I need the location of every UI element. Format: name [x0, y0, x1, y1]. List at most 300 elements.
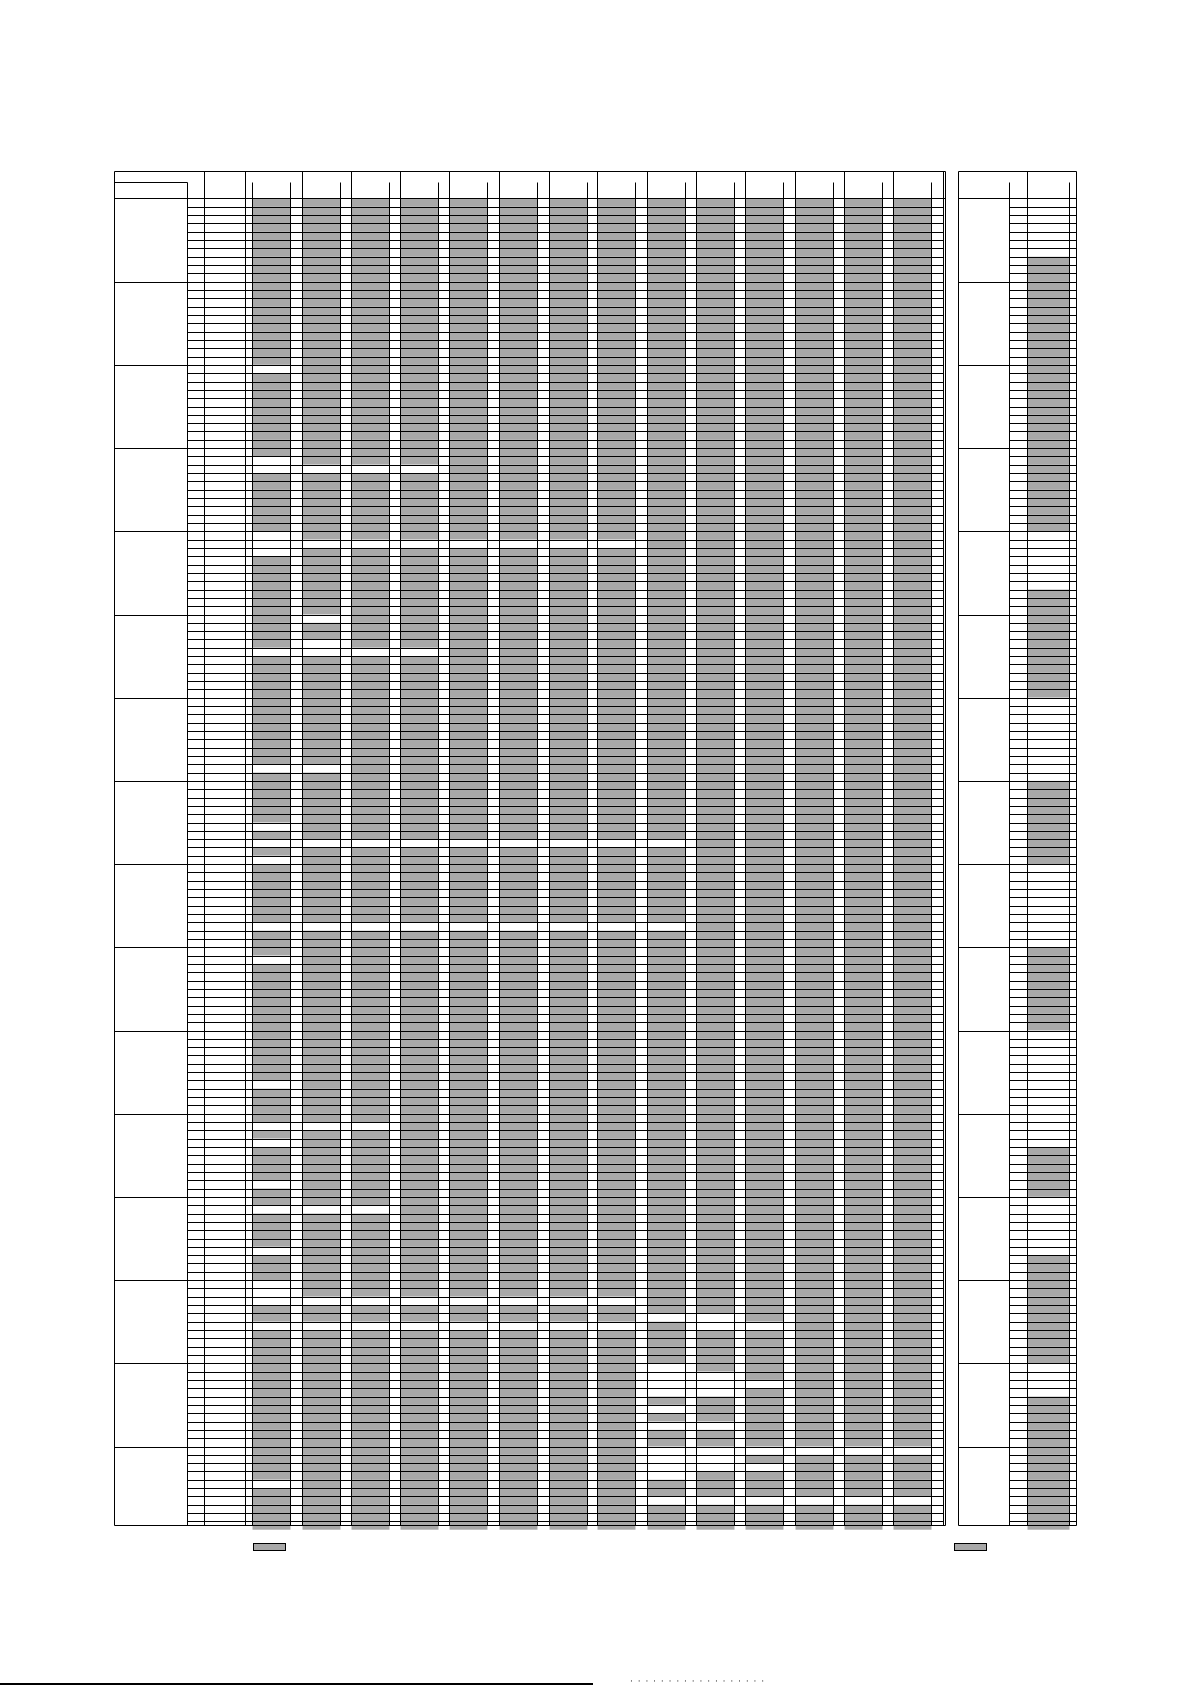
main-cell-b1-r2-c3 [401, 298, 439, 306]
main-cell-b8-r4-c8 [648, 897, 686, 905]
main-cell-b6-r8-c11 [796, 764, 834, 772]
main-cell-b5-r9-c11 [796, 689, 834, 697]
main-cell-b8-r4-c4 [450, 897, 488, 905]
main-cell-b10-r6-c9 [697, 1080, 735, 1088]
main-cell-b8-r6-c11 [796, 914, 834, 922]
main-cell-b4-r9-c7 [598, 606, 636, 614]
main-cell-b2-r3-c0 [253, 390, 291, 398]
main-cell-b11-r1-c3 [401, 1122, 439, 1130]
main-cell-b12-r4-c10 [746, 1230, 784, 1238]
main-cell-b9-r5-c13 [894, 989, 932, 997]
main-cell-b5-r6-c0 [253, 664, 291, 672]
main-cell-b2-r3-c9 [697, 390, 735, 398]
main-cell-b12-r1-c3 [401, 1205, 439, 1213]
main-cell-b8-r1-c10 [746, 872, 784, 880]
main-cell-b2-r7-c0 [253, 423, 291, 431]
main-cell-b6-r2-c11 [796, 714, 834, 722]
main-cell-b0-r0-c12 [845, 199, 883, 207]
main-cell-b15-r3-c7 [598, 1471, 636, 1479]
main-cell-b6-r2-c7 [598, 714, 636, 722]
main-cell-b10-r1-c5 [500, 1039, 538, 1047]
main-cell-b14-r3-c5 [500, 1388, 538, 1396]
main-cell-b0-r1-c2 [352, 207, 390, 215]
main-cell-b1-r8-c12 [845, 348, 883, 356]
main-cell-b3-r4-c7 [598, 481, 636, 489]
main-cell-b15-r4-c11 [796, 1480, 834, 1488]
main-cell-b3-r6-c11 [796, 498, 834, 506]
main-cell-b7-r7-c11 [796, 839, 834, 847]
main-cell-b5-r5-c12 [845, 656, 883, 664]
main-cell-b5-r2-c2 [352, 631, 390, 639]
main-cell-b11-r2-c9 [697, 1130, 735, 1138]
main-cell-b11-r2-c5 [500, 1130, 538, 1138]
main-cell-b4-r0-c9 [697, 531, 735, 539]
main-cell-b8-r3-c9 [697, 889, 735, 897]
main-cell-b15-r8-c0 [253, 1513, 291, 1521]
main-cell-b12-r3-c9 [697, 1222, 735, 1230]
main-cell-b8-r4-c12 [845, 897, 883, 905]
main-cell-b13-r0-c12 [845, 1280, 883, 1288]
main-cell-b2-r1-c9 [697, 373, 735, 381]
main-cell-b2-r7-c10 [746, 423, 784, 431]
main-cell-b2-r8-c3 [401, 431, 439, 439]
main-cell-b11-r8-c10 [746, 1180, 784, 1188]
main-cell-b5-r5-c10 [746, 656, 784, 664]
main-cell-b2-r7-c12 [845, 423, 883, 431]
main-cell-b5-r1-c11 [796, 623, 834, 631]
main-cell-b12-r7-c10 [746, 1255, 784, 1263]
main-cell-b7-r0-c6 [550, 781, 588, 789]
main-cell-b3-r6-c0 [253, 498, 291, 506]
main-cell-b12-r4-c4 [450, 1230, 488, 1238]
main-cell-b8-r9-c8 [648, 939, 686, 947]
main-cell-b15-r5-c2 [352, 1488, 390, 1496]
main-cell-b7-r6-c8 [648, 831, 686, 839]
main-cell-b3-r9-c8 [648, 523, 686, 531]
main-cell-b7-r1-c2 [352, 789, 390, 797]
main-cell-b14-r8-c7 [598, 1430, 636, 1438]
main-cell-b13-r4-c13 [894, 1313, 932, 1321]
main-cell-b5-r5-c3 [401, 656, 439, 664]
main-cell-b9-r2-c10 [746, 964, 784, 972]
main-cell-b3-r3-c10 [746, 473, 784, 481]
main-cell-b8-r6-c1 [303, 914, 341, 922]
main-cell-b0-r4-c6 [550, 232, 588, 240]
main-cell-b11-r7-c10 [746, 1172, 784, 1180]
main-cell-b7-r1-c13 [894, 789, 932, 797]
main-cell-b6-r1-c8 [648, 706, 686, 714]
main-cell-b2-r1-c1 [303, 373, 341, 381]
main-cell-b7-r3-c10 [746, 806, 784, 814]
main-cell-b14-r9-c3 [401, 1438, 439, 1446]
main-cell-b10-r5-c13 [894, 1072, 932, 1080]
main-cell-b6-r7-c2 [352, 756, 390, 764]
main-cell-b5-r1-c9 [697, 623, 735, 631]
main-cell-b13-r9-c12 [845, 1355, 883, 1363]
main-cell-b15-r5-c3 [401, 1488, 439, 1496]
main-cell-b15-r4-c0 [253, 1480, 291, 1488]
main-cell-b1-r2-c11 [796, 298, 834, 306]
main-cell-b9-r9-c9 [697, 1022, 735, 1030]
main-cell-b8-r9-c9 [697, 939, 735, 947]
main-cell-b13-r9-c0 [253, 1355, 291, 1363]
main-cell-b0-r9-c11 [796, 273, 834, 281]
main-cell-b13-r9-c10 [746, 1355, 784, 1363]
main-cell-b3-r4-c13 [894, 481, 932, 489]
main-cell-b9-r0-c0 [253, 947, 291, 955]
main-cell-b14-r3-c12 [845, 1388, 883, 1396]
main-cell-b9-r8-c13 [894, 1014, 932, 1022]
main-cell-b6-r5-c13 [894, 739, 932, 747]
main-cell-b14-r8-c12 [845, 1430, 883, 1438]
main-cell-b15-r3-c10 [746, 1471, 784, 1479]
main-cell-b2-r7-c4 [450, 423, 488, 431]
main-cell-b9-r2-c5 [500, 964, 538, 972]
main-cell-b3-r1-c0 [253, 456, 291, 464]
main-cell-b9-r3-c3 [401, 972, 439, 980]
main-cell-b4-r9-c5 [500, 606, 538, 614]
main-cell-b4-r6-c0 [253, 581, 291, 589]
main-cell-b0-r5-c0 [253, 240, 291, 248]
main-cell-b1-r7-c11 [796, 340, 834, 348]
main-cell-b4-r9-c9 [697, 606, 735, 614]
main-cell-b3-r4-c5 [500, 481, 538, 489]
main-cell-b5-r6-c7 [598, 664, 636, 672]
main-cell-b10-r9-c1 [303, 1105, 341, 1113]
main-cell-b12-r0-c7 [598, 1197, 636, 1205]
main-cell-b15-r5-c4 [450, 1488, 488, 1496]
main-cell-b3-r6-c6 [550, 498, 588, 506]
main-cell-b10-r6-c8 [648, 1080, 686, 1088]
main-cell-b14-r5-c5 [500, 1405, 538, 1413]
main-cell-b13-r4-c4 [450, 1313, 488, 1321]
main-cell-b0-r0-c2 [352, 199, 390, 207]
main-cell-b0-r4-c10 [746, 232, 784, 240]
main-cell-b10-r8-c5 [500, 1097, 538, 1105]
main-cell-b9-r3-c4 [450, 972, 488, 980]
main-cell-b6-r7-c0 [253, 756, 291, 764]
main-cell-b7-r9-c13 [894, 856, 932, 864]
main-cell-b8-r4-c1 [303, 897, 341, 905]
main-cell-b7-r6-c0 [253, 831, 291, 839]
main-cell-b3-r9-c3 [401, 523, 439, 531]
main-cell-b4-r8-c10 [746, 598, 784, 606]
main-cell-b14-r5-c0 [253, 1405, 291, 1413]
main-cell-b0-r8-c7 [598, 265, 636, 273]
main-cell-b12-r7-c6 [550, 1255, 588, 1263]
main-cell-b14-r6-c4 [450, 1413, 488, 1421]
main-cell-b2-r7-c2 [352, 423, 390, 431]
main-cell-b0-r0-c8 [648, 199, 686, 207]
main-cell-b14-r5-c1 [303, 1405, 341, 1413]
main-cell-b3-r4-c12 [845, 481, 883, 489]
main-cell-b1-r5-c10 [746, 323, 784, 331]
main-cell-b6-r7-c12 [845, 756, 883, 764]
main-cell-b11-r1-c1 [303, 1122, 341, 1130]
main-cell-b7-r7-c6 [550, 839, 588, 847]
main-cell-b3-r9-c10 [746, 523, 784, 531]
main-cell-b9-r0-c5 [500, 947, 538, 955]
main-cell-b8-r4-c6 [550, 897, 588, 905]
main-cell-b1-r2-c5 [500, 298, 538, 306]
main-cell-b12-r8-c7 [598, 1263, 636, 1271]
main-cell-b6-r2-c13 [894, 714, 932, 722]
main-cell-b15-r5-c10 [746, 1488, 784, 1496]
main-cell-b5-r3-c2 [352, 639, 390, 647]
main-cell-b11-r7-c6 [550, 1172, 588, 1180]
main-cell-b14-r6-c11 [796, 1413, 834, 1421]
main-cell-b10-r6-c2 [352, 1080, 390, 1088]
main-cell-b8-r1-c9 [697, 872, 735, 880]
main-cell-b10-r4-c6 [550, 1064, 588, 1072]
main-cell-b12-r7-c13 [894, 1255, 932, 1263]
main-cell-b1-r2-c10 [746, 298, 784, 306]
main-cell-b12-r9-c1 [303, 1272, 341, 1280]
main-cell-b5-r6-c4 [450, 664, 488, 672]
main-cell-b11-r7-c0 [253, 1172, 291, 1180]
main-cell-b3-r0-c13 [894, 448, 932, 456]
main-cell-b2-r6-c12 [845, 415, 883, 423]
main-cell-b0-r9-c1 [303, 273, 341, 281]
main-cell-b11-r8-c3 [401, 1180, 439, 1188]
main-cell-b11-r1-c6 [550, 1122, 588, 1130]
main-cell-b2-r9-c12 [845, 440, 883, 448]
main-cell-b4-r2-c7 [598, 548, 636, 556]
main-cell-b2-r6-c13 [894, 415, 932, 423]
main-cell-b4-r0-c1 [303, 531, 341, 539]
main-cell-b14-r8-c8 [648, 1430, 686, 1438]
main-cell-b0-r5-c2 [352, 240, 390, 248]
main-cell-b9-r2-c1 [303, 964, 341, 972]
main-cell-b7-r6-c11 [796, 831, 834, 839]
main-cell-b7-r8-c8 [648, 847, 686, 855]
main-cell-b8-r9-c0 [253, 939, 291, 947]
main-cell-b11-r5-c3 [401, 1155, 439, 1163]
main-cell-b6-r8-c5 [500, 764, 538, 772]
main-cell-b10-r5-c8 [648, 1072, 686, 1080]
main-cell-b5-r5-c11 [796, 656, 834, 664]
main-cell-b7-r4-c12 [845, 814, 883, 822]
main-cell-b4-r2-c10 [746, 548, 784, 556]
main-cell-b14-r6-c3 [401, 1413, 439, 1421]
main-cell-b15-r5-c1 [303, 1488, 341, 1496]
main-cell-b1-r5-c12 [845, 323, 883, 331]
main-cell-b5-r6-c11 [796, 664, 834, 672]
main-cell-b7-r7-c4 [450, 839, 488, 847]
main-cell-b5-r9-c0 [253, 689, 291, 697]
main-cell-b14-r5-c7 [598, 1405, 636, 1413]
main-cell-b4-r0-c3 [401, 531, 439, 539]
main-cell-b8-r6-c7 [598, 914, 636, 922]
main-cell-b4-r0-c13 [894, 531, 932, 539]
main-cell-b9-r9-c11 [796, 1022, 834, 1030]
main-cell-b3-r6-c5 [500, 498, 538, 506]
main-cell-b2-r0-c8 [648, 365, 686, 373]
main-cell-b8-r3-c1 [303, 889, 341, 897]
main-cell-b2-r0-c7 [598, 365, 636, 373]
main-cell-b11-r5-c13 [894, 1155, 932, 1163]
main-cell-b9-r0-c6 [550, 947, 588, 955]
legend-filled-swatch-right [954, 1543, 987, 1551]
main-cell-b1-r1-c0 [253, 290, 291, 298]
main-cell-b2-r8-c0 [253, 431, 291, 439]
main-cell-b3-r4-c6 [550, 481, 588, 489]
main-cell-b6-r1-c11 [796, 706, 834, 714]
footer-text: · · · · · · · · · · · · · · · · · · [630, 1679, 766, 1685]
main-cell-b10-r4-c11 [796, 1064, 834, 1072]
main-cell-b10-r9-c10 [746, 1105, 784, 1113]
main-cell-b8-r9-c5 [500, 939, 538, 947]
main-cell-b8-r3-c6 [550, 889, 588, 897]
main-cell-b8-r4-c7 [598, 897, 636, 905]
main-cell-b0-r3-c10 [746, 223, 784, 231]
main-cell-b5-r8-c1 [303, 681, 341, 689]
main-cell-b14-r2-c5 [500, 1380, 538, 1388]
main-cell-b1-r5-c5 [500, 323, 538, 331]
main-cell-b12-r7-c0 [253, 1255, 291, 1263]
main-cell-b14-r3-c4 [450, 1388, 488, 1396]
main-cell-b3-r4-c8 [648, 481, 686, 489]
main-cell-b8-r1-c13 [894, 872, 932, 880]
main-cell-b9-r9-c12 [845, 1022, 883, 1030]
main-cell-b2-r8-c12 [845, 431, 883, 439]
main-cell-b12-r3-c8 [648, 1222, 686, 1230]
main-cell-b0-r6-c10 [746, 248, 784, 256]
main-cell-b0-r5-c9 [697, 240, 735, 248]
main-cell-b9-r3-c7 [598, 972, 636, 980]
main-cell-b4-r2-c11 [796, 548, 834, 556]
main-cell-b7-r9-c8 [648, 856, 686, 864]
main-cell-b11-r2-c0 [253, 1130, 291, 1138]
main-cell-b8-r9-c2 [352, 939, 390, 947]
main-cell-b5-r9-c2 [352, 689, 390, 697]
main-cell-b2-r3-c7 [598, 390, 636, 398]
main-cell-b15-r3-c3 [401, 1471, 439, 1479]
main-cell-b5-r1-c6 [550, 623, 588, 631]
main-cell-b7-r0-c0 [253, 781, 291, 789]
main-cell-b9-r3-c9 [697, 972, 735, 980]
main-cell-b5-r9-c5 [500, 689, 538, 697]
main-cell-b6-r5-c7 [598, 739, 636, 747]
main-cell-b4-r2-c5 [500, 548, 538, 556]
main-cell-b6-r7-c6 [550, 756, 588, 764]
main-cell-b0-r3-c13 [894, 223, 932, 231]
main-cell-b2-r9-c2 [352, 440, 390, 448]
main-cell-b0-r2-c13 [894, 215, 932, 223]
main-cell-b6-r1-c10 [746, 706, 784, 714]
main-cell-b0-r2-c12 [845, 215, 883, 223]
main-cell-b10-r5-c6 [550, 1072, 588, 1080]
main-cell-b6-r1-c3 [401, 706, 439, 714]
main-cell-b6-r1-c13 [894, 706, 932, 714]
main-cell-b8-r1-c12 [845, 872, 883, 880]
main-cell-b7-r4-c7 [598, 814, 636, 822]
main-cell-b10-r5-c7 [598, 1072, 636, 1080]
main-cell-b8-r7-c11 [796, 922, 834, 930]
main-cell-b3-r9-c9 [697, 523, 735, 531]
main-cell-b8-r7-c6 [550, 922, 588, 930]
main-cell-b12-r3-c10 [746, 1222, 784, 1230]
main-cell-b11-r2-c2 [352, 1130, 390, 1138]
main-cell-b3-r3-c2 [352, 473, 390, 481]
main-cell-b0-r3-c5 [500, 223, 538, 231]
main-cell-b5-r1-c0 [253, 623, 291, 631]
main-cell-b0-r9-c7 [598, 273, 636, 281]
main-cell-b14-r9-c1 [303, 1438, 341, 1446]
main-cell-b0-r2-c3 [401, 215, 439, 223]
main-cell-b1-r8-c3 [401, 348, 439, 356]
main-cell-b2-r8-c4 [450, 431, 488, 439]
main-cell-b13-r1-c10 [746, 1288, 784, 1296]
main-cell-b3-r6-c8 [648, 498, 686, 506]
main-cell-b13-r9-c6 [550, 1355, 588, 1363]
main-cell-b5-r4-c13 [894, 648, 932, 656]
main-cell-b6-r8-c2 [352, 764, 390, 772]
main-cell-b13-r1-c2 [352, 1288, 390, 1296]
main-cell-b3-r7-c12 [845, 506, 883, 514]
main-cell-b8-r6-c9 [697, 914, 735, 922]
main-cell-b3-r6-c7 [598, 498, 636, 506]
main-cell-b14-r6-c13 [894, 1413, 932, 1421]
main-cell-b6-r2-c4 [450, 714, 488, 722]
main-cell-b2-r3-c1 [303, 390, 341, 398]
main-cell-b12-r3-c2 [352, 1222, 390, 1230]
main-cell-b7-r4-c0 [253, 814, 291, 822]
main-cell-b8-r6-c6 [550, 914, 588, 922]
main-cell-b3-r0-c10 [746, 448, 784, 456]
main-cell-b4-r6-c1 [303, 581, 341, 589]
main-cell-b1-r2-c9 [697, 298, 735, 306]
main-cell-b15-r8-c2 [352, 1513, 390, 1521]
main-cell-b12-r3-c7 [598, 1222, 636, 1230]
main-cell-b10-r9-c13 [894, 1105, 932, 1113]
main-cell-b2-r1-c3 [401, 373, 439, 381]
main-cell-b5-r8-c2 [352, 681, 390, 689]
main-cell-b2-r4-c7 [598, 398, 636, 406]
main-cell-b3-r0-c4 [450, 448, 488, 456]
main-cell-b9-r3-c11 [796, 972, 834, 980]
main-cell-b2-r7-c9 [697, 423, 735, 431]
main-cell-b15-r6-c13 [894, 1496, 932, 1504]
main-cell-b7-r9-c12 [845, 856, 883, 864]
main-cell-b0-r9-c3 [401, 273, 439, 281]
main-cell-b14-r5-c4 [450, 1405, 488, 1413]
main-cell-b12-r8-c2 [352, 1263, 390, 1271]
main-cell-b11-r4-c3 [401, 1147, 439, 1155]
main-cell-b12-r4-c2 [352, 1230, 390, 1238]
main-cell-b2-r3-c8 [648, 390, 686, 398]
main-cell-b6-r8-c10 [746, 764, 784, 772]
main-cell-b9-r5-c5 [500, 989, 538, 997]
main-cell-b7-r9-c4 [450, 856, 488, 864]
main-cell-b10-r1-c8 [648, 1039, 686, 1047]
main-cell-b14-r3-c0 [253, 1388, 291, 1396]
main-cell-b7-r7-c8 [648, 839, 686, 847]
main-cell-b14-r2-c11 [796, 1380, 834, 1388]
main-cell-b10-r5-c2 [352, 1072, 390, 1080]
main-cell-b4-r5-c1 [303, 573, 341, 581]
main-cell-b7-r3-c0 [253, 806, 291, 814]
main-cell-b12-r9-c12 [845, 1272, 883, 1280]
main-cell-b0-r2-c9 [697, 215, 735, 223]
main-cell-b15-r1-c10 [746, 1455, 784, 1463]
main-cell-b3-r4-c2 [352, 481, 390, 489]
main-cell-b8-r1-c1 [303, 872, 341, 880]
main-cell-b6-r1-c6 [550, 706, 588, 714]
main-cell-b3-r3-c12 [845, 473, 883, 481]
main-cell-b13-r7-c6 [550, 1338, 588, 1346]
main-cell-b9-r0-c11 [796, 947, 834, 955]
